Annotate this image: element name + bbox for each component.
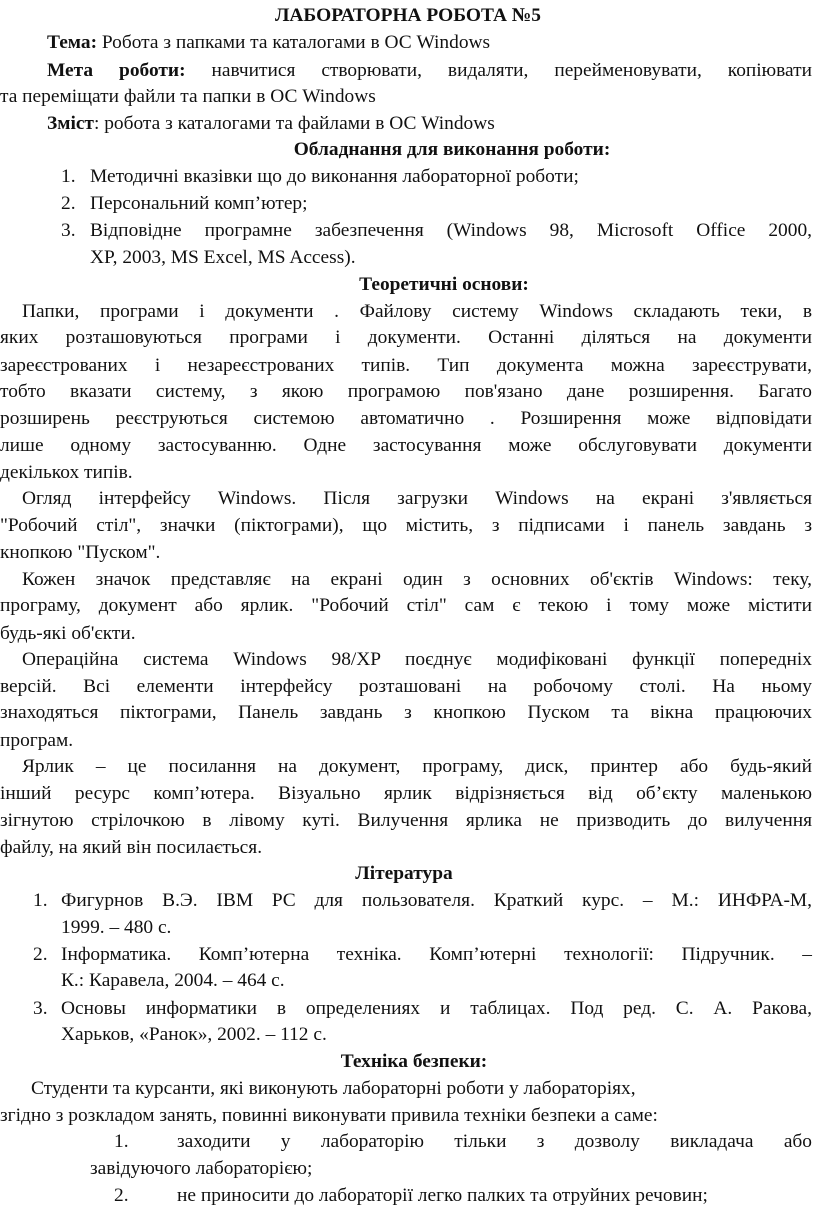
list-item-text: Методичні вказівки що до виконання лабораторної роботи; [90,165,579,187]
list-item-text: Основы информатики в определениях и таблицах. Под ред. С. А. Ракова, [61,997,812,1019]
list-item-text: К.: Каравела, 2004. – 464 с. [61,970,285,992]
list-item-text: не приносити до лабораторії легко палких та отруйних речовин; [177,1184,708,1206]
safety-intro-line: Студенти та курсанти, які виконують лабораторні роботи у лабораторіях, [31,1077,636,1099]
paragraph-line: файлу, на який він посилається. [0,836,263,858]
list-item-text: 1999. – 480 с. [61,916,172,938]
goal-text: навчитися створювати, видаляти, перейменовувати, копіювати [185,59,812,81]
content-line [47,110,495,139]
list-item-number: 2. [61,193,76,214]
paragraph-line: яких розташовуються програми і документи. Останні діляться на документи [0,327,812,349]
paragraph-line: будь-які об'єкти. [0,622,136,644]
list-item-text: Персональний комп’ютер; [90,193,308,214]
paragraph-line: "Робочий стіл", значки (піктограми), що містить, з підписами і панель завдань з [0,515,812,537]
paragraph-line: декількох типів. [0,461,133,483]
paragraph-line: інший ресурс комп’ютера. Візуально ярлик відрізняється від об’єкту маленькою [0,783,812,805]
list-item-number: 2. [33,944,48,966]
equipment-heading: Обладнання для виконання роботи: [293,139,611,161]
list-item-text: Відповідне програмне забезпечення (Windows 98, Microsoft Office 2000, [90,220,812,242]
content-label: Зміст [47,113,94,135]
topic-text: Робота з папками та каталогами в ОС Windows [97,32,491,54]
goal-line-1 [47,57,812,86]
paragraph-line: Ярлик – це посилання на документ, програму, диск, принтер або будь-який [22,756,812,778]
paragraph-line: лише одному застосуванню. Одне застосування може обслуговувати документи [0,434,812,456]
list-item-number: 1. [33,890,48,912]
list-item-number: 3. [61,220,76,242]
topic-line [47,29,490,58]
document-title: ЛАБОРАТОРНА РОБОТА №5 [274,5,541,26]
paragraph-line: тобто вказати систему, з якою програмою пов'язано дане розширення. Багато [0,381,812,402]
paragraph-line: Огляд інтерфейсу Windows. Після загрузки Windows на екрані з'являється [22,488,812,510]
paragraph-line: кнопкою "Пуском". [0,541,161,563]
paragraph-line: розширень реєструються системою автоматично . Розширення може відповідати [0,408,812,430]
topic-label: Тема: [47,32,98,54]
paragraph-line: зареєстрованих і незареєстрованих типів. Тип документа можна зареєструвати, [0,354,812,376]
list-item-number: 1. [114,1131,129,1153]
paragraph-line: версій. Всі елементи інтерфейсу розташовані на робочому столі. На ньому [0,676,812,698]
paragraph-line: Папки, програми і документи . Файлову систему Windows складають теки, в [22,301,812,323]
paragraph-line: програм. [0,729,74,751]
paragraph-line: знаходяться піктограми, Панель завдань з кнопкою Пуском та вікна працюючих [0,702,812,724]
paragraph-line: зігнутою стрілочкою в лівому куті. Вилучення ярлика не призводить до вилучення [0,809,812,831]
paragraph-line: програму, документ або ярлик. "Робочий стіл" сам є текою і тому може містити [0,595,812,617]
list-item-text: Інформатика. Комп’ютерна техніка. Комп’ютерні технології: Підручник. – [61,944,812,966]
safety-heading: Техніка безпеки: [340,1051,488,1073]
list-item-text: XP, 2003, MS Excel, MS Access). [90,246,356,268]
list-item-text: завідуючого лабораторією; [90,1158,313,1180]
literature-heading: Література [355,863,453,885]
list-item-number: 2. [114,1184,129,1206]
list-item-text: Харьков, «Ранок», 2002. – 112 с. [61,1023,327,1045]
goal-line-2: та переміщати файли та папки в ОС Windows [0,85,376,107]
paragraph-line: Операційна система Windows 98/XP поєднує модифіковані функції попередніх [22,648,812,670]
list-item-number: 3. [33,997,48,1019]
list-item-text: Фигурнов В.Э. IBM PC для пользователя. Краткий курс. – М.: ИНФРА-М, [61,890,812,912]
list-item-number: 1. [61,165,76,187]
list-item-text: заходити у лабораторію тільки з дозволу викладача або [177,1131,812,1153]
safety-intro-line: згідно з розкладом занять, повинні виконувати привила техніки безпеки а саме: [0,1104,658,1126]
paragraph-line: Кожен значок представляє на екрані один з основних об'єктів Windows: теку, [22,569,812,590]
goal-label: Мета роботи: [47,59,186,81]
theory-heading: Теоретичні основи: [359,273,529,295]
content-text: : робота з каталогами та файлами в ОС Windows [93,113,495,135]
